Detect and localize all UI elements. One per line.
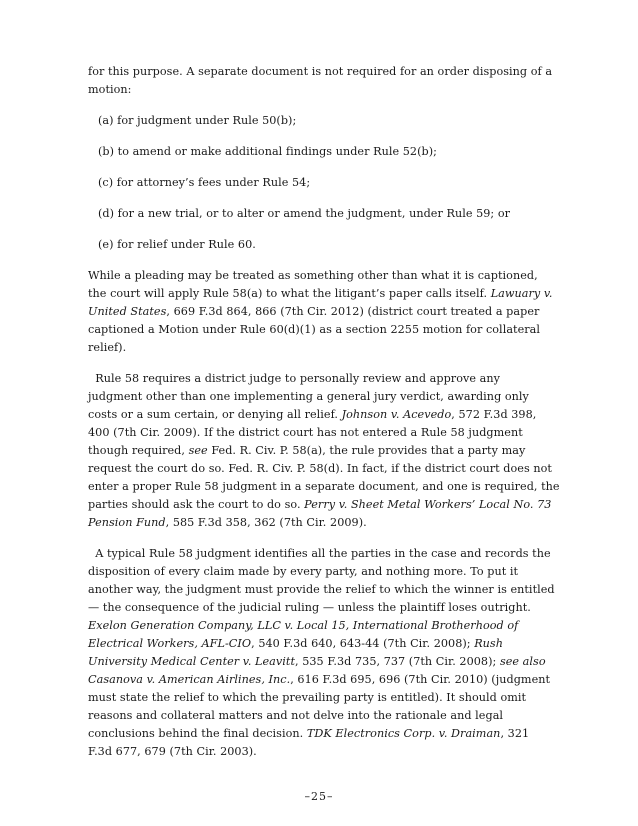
text-line: 400 (7th Cir. 2009). If the district court has not entered a Rule 58 judgment bbox=[88, 426, 523, 439]
text-line bbox=[88, 635, 574, 653]
document-page bbox=[88, 63, 574, 761]
list-item: (b) to amend or make additional findings under Rule 52(b); bbox=[98, 145, 437, 158]
case-citation: Johnson v. Acevedo bbox=[341, 408, 452, 421]
text-line bbox=[88, 653, 574, 671]
text-line: captioned a Motion under Rule 60(d)(1) as a section 2255 motion for collateral bbox=[88, 323, 540, 336]
signal-word: see also bbox=[499, 655, 546, 668]
text-line: relief). bbox=[88, 341, 127, 354]
text-line: judgment other than one implementing a general jury verdict, awarding only bbox=[88, 390, 529, 403]
text-run: the court will apply Rule 58(a) to what the litigant’s paper calls itself. bbox=[88, 287, 491, 300]
text-run: , 535 F.3d 735, 737 (7th Cir. 2008); bbox=[295, 655, 500, 668]
list-item: (c) for attorney’s fees under Rule 54; bbox=[98, 176, 311, 189]
text-line: must state the relief to which the prevailing party is entitled). It should omit bbox=[88, 691, 527, 704]
text-line bbox=[88, 725, 574, 743]
text-line: reasons and collateral matters and not delve into the rationale and legal bbox=[88, 709, 504, 722]
list-item: (e) for relief under Rule 60. bbox=[98, 238, 256, 251]
text-line: While a pleading may be treated as something other than what it is captioned, bbox=[88, 269, 538, 282]
case-citation: Rush bbox=[474, 637, 503, 650]
case-citation: TDK Electronics Corp. v. Draiman bbox=[306, 727, 501, 740]
case-citation: Lawuary v. bbox=[490, 287, 553, 300]
text-line bbox=[88, 617, 574, 635]
case-citation: University Medical Center v. Leavitt bbox=[88, 655, 295, 668]
text-run: though required, bbox=[88, 444, 189, 457]
text-line: motion: bbox=[88, 83, 132, 96]
page-number: –25– bbox=[304, 790, 334, 803]
text-run: A typical Rule 58 judgment identifies all the parties in the case and records the bbox=[95, 547, 551, 560]
text-line: — the consequence of the judicial ruling — unless the plaintiff loses outright. bbox=[88, 601, 531, 614]
case-citation: Exelon Generation Company, LLC v. Local 15, International Brotherhood of bbox=[88, 619, 519, 632]
case-citation: Pension Fund bbox=[88, 516, 166, 529]
text-line bbox=[88, 442, 574, 460]
text-line: request the court do so. Fed. R. Civ. P. 58(d). In fact, if the district court does not bbox=[88, 462, 552, 475]
text-line bbox=[88, 514, 574, 532]
text-run: conclusions behind the final decision. bbox=[88, 727, 307, 740]
text-run: , 616 F.3d 695, 696 (7th Cir. 2010) (judgment bbox=[290, 673, 551, 686]
text-line bbox=[88, 285, 574, 303]
text-run: Fed. R. Civ. P. 58(a), the rule provides that a party may bbox=[207, 444, 526, 457]
text-run: costs or a sum certain, or denying all relief. bbox=[88, 408, 342, 421]
text-line: F.3d 677, 679 (7th Cir. 2003). bbox=[88, 745, 257, 758]
list-item: (a) for judgment under Rule 50(b); bbox=[98, 114, 297, 127]
text-line: disposition of every claim made by every party, and nothing more. To put it bbox=[88, 565, 519, 578]
text-line bbox=[88, 406, 574, 424]
text-line bbox=[88, 545, 574, 563]
text-run: , 669 F.3d 864, 866 (7th Cir. 2012) (district court treated a paper bbox=[166, 305, 540, 318]
rule-list bbox=[88, 112, 574, 254]
text-line bbox=[88, 496, 574, 514]
list-item: (d) for a new trial, or to alter or amend the judgment, under Rule 59; or bbox=[98, 207, 511, 220]
case-citation: Electrical Workers, AFL-CIO bbox=[88, 637, 252, 650]
text-line bbox=[88, 671, 574, 689]
text-line bbox=[88, 303, 574, 321]
text-run: , 321 bbox=[500, 727, 530, 740]
paragraph-judge-review bbox=[88, 370, 574, 532]
paragraph-pleading-caption bbox=[88, 267, 574, 357]
text-line bbox=[88, 370, 574, 388]
case-citation: Casanova v. American Airlines, Inc. bbox=[88, 673, 291, 686]
text-line: another way, the judgment must provide the relief to which the winner is entitled bbox=[88, 583, 555, 596]
intro-paragraph bbox=[88, 63, 574, 99]
case-citation: United States bbox=[88, 305, 167, 318]
paragraph-typical-judgment bbox=[88, 545, 574, 761]
case-citation: Perry v. Sheet Metal Workers’ Local No. 73 bbox=[304, 498, 552, 511]
text-line: for this purpose. A separate document is not required for an order disposing of a bbox=[88, 65, 553, 78]
text-run: , 585 F.3d 358, 362 (7th Cir. 2009). bbox=[165, 516, 367, 529]
signal-word: see bbox=[188, 444, 208, 457]
text-run: parties should ask the court to do so. bbox=[88, 498, 305, 511]
text-line: enter a proper Rule 58 judgment in a separate document, and one is required, the bbox=[88, 480, 560, 493]
text-run: Rule 58 requires a district judge to personally review and approve any bbox=[95, 372, 500, 385]
text-run: , 540 F.3d 640, 643-44 (7th Cir. 2008); bbox=[251, 637, 475, 650]
text-run: , 572 F.3d 398, bbox=[451, 408, 537, 421]
